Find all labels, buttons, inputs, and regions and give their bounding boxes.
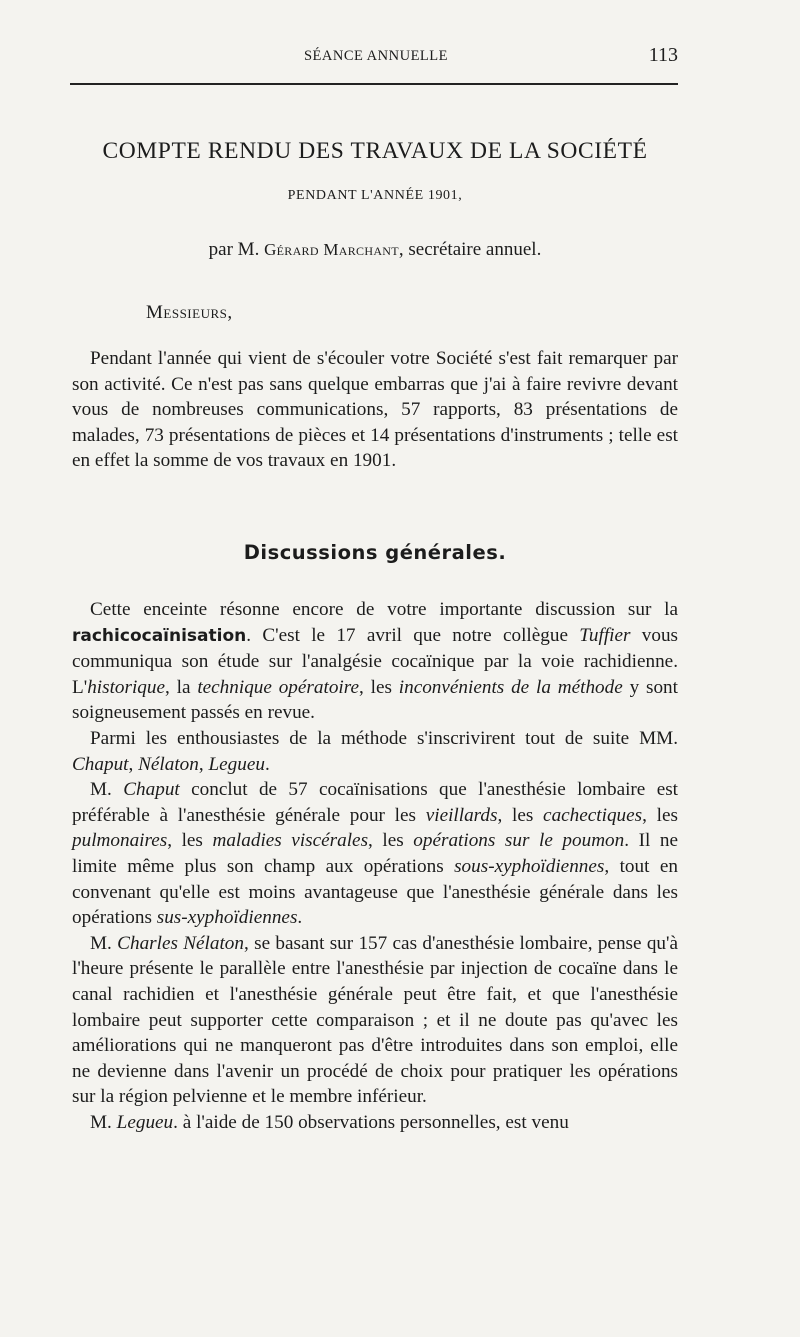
author-suffix: , secrétaire annuel. — [398, 239, 542, 260]
running-header — [72, 44, 680, 68]
italic-term: inconvénients de la méthode — [398, 676, 623, 698]
header-rule — [70, 83, 678, 85]
italic-term: vieillards — [425, 804, 498, 826]
intro-block — [72, 346, 678, 474]
running-title: SÉANCE ANNUELLE — [303, 48, 449, 64]
paragraph-3 — [72, 777, 678, 931]
text-run: . à l'aide de 150 observations personnelles, est venu — [173, 1111, 569, 1133]
italic-term: sus-xyphoïdiennes — [156, 907, 298, 929]
salutation: Messieurs, — [146, 302, 233, 323]
text-run: , se basant sur 157 cas d'anesthésie lombaire, pense qu'à l'heure présente le parallèle entre l'anesthésie par injection de cocaïne dans le canal rachidien et l'anesthésie générale peut être fait, et que l'anesthésie lombaire peut supporter cette comparaison ; et il ne doute pas qu'avec les améliorations qui ne manqueront pas d'être introduites dans son emploi, elle ne devienne dans l'avenir un procédé de choix pour pratiquer les opérations sur la région pelvienne et le membre inférieur. — [72, 932, 678, 1108]
text-run: , tout en convenant qu'elle est moins avantageuse que l'anesthésie générale dans les opérations — [72, 855, 678, 929]
paragraph-1 — [72, 597, 678, 726]
text-run: , — [198, 753, 209, 775]
italic-term: historique — [87, 676, 166, 698]
text-run: , — [128, 753, 139, 775]
text-run: , les — [368, 830, 414, 852]
keyword-rachicocainisation: rachicocaïnisation — [72, 625, 247, 646]
name-chaput: Chaput — [123, 779, 180, 801]
name-nelaton: Nélaton — [138, 753, 199, 775]
report-subtitle: PENDANT L'ANNÉE 1901, — [287, 188, 463, 203]
name-chaput: Chaput — [72, 753, 129, 775]
section-heading: Discussions générales. — [243, 541, 507, 564]
text-run: Parmi les enthousiastes de la méthode s'inscrivirent tout de suite MM. — [90, 727, 678, 749]
text-run: , les — [642, 804, 678, 826]
text-run: . — [297, 907, 303, 929]
text-run: . Il ne limite même plus son champ aux opérations — [72, 830, 678, 877]
name-charles-nelaton: Charles Nélaton — [117, 932, 244, 954]
paragraph-2 — [72, 726, 678, 777]
text-run: M. — [90, 1111, 117, 1133]
text-run: y sont soigneusement passés en revue. — [72, 676, 678, 724]
text-run: M. — [90, 932, 118, 954]
text-run: , les — [167, 830, 213, 852]
text-run: vous communiqua son étude sur l'analgésie cocaïnique par la voie rachidienne. L' — [72, 624, 679, 698]
report-title: COMPTE RENDU DES TRAVAUX DE LA SOCIÉTÉ — [102, 138, 648, 164]
discussion-block — [72, 597, 678, 1135]
intro-paragraph: Pendant l'année qui vient de s'écouler votre Société s'est fait remarquer par son activité. Ce n'est pas sans quelque embarras que j'ai à faire revivre devant vous de nombreuses communications, 57 rapports, 83 présentations de malades, 73 présentations de pièces et 14 présentations d'instruments ; telle est en effet la somme de vos travaux en 1901. — [72, 348, 678, 472]
page-number: 113 — [648, 44, 678, 66]
italic-term: technique opératoire — [197, 676, 360, 698]
paragraph-5 — [72, 1110, 678, 1136]
paragraph-4 — [72, 931, 678, 1110]
italic-term: opérations sur le poumon — [413, 830, 625, 852]
name-legueu: Legueu — [116, 1111, 174, 1133]
author-prefix: par M. — [208, 239, 265, 260]
text-run: . — [264, 753, 270, 775]
text-run: , les — [359, 676, 399, 698]
text-run: Cette enceinte résonne encore de votre importante discussion sur la — [90, 599, 678, 620]
italic-term: cachectiques — [543, 804, 643, 826]
text-run: M. — [90, 779, 124, 801]
author-line — [60, 239, 690, 261]
name-tuffier: Tuffier — [579, 624, 631, 646]
text-run: , les — [497, 804, 544, 826]
italic-term: pulmonaires — [72, 830, 168, 852]
text-run: . C'est le 17 avril que notre collègue — [246, 624, 580, 646]
text-run: , la — [165, 676, 198, 698]
italic-term: sous-xyphoïdiennes — [454, 855, 605, 877]
italic-term: maladies viscérales — [212, 830, 369, 852]
author-name: Gérard Marchant — [264, 240, 399, 259]
name-legueu: Legueu — [208, 753, 265, 775]
text-run: conclut de 57 cocaïnisations que l'anesthésie lombaire est préférable à l'anesthésie générale pour les — [72, 779, 679, 826]
